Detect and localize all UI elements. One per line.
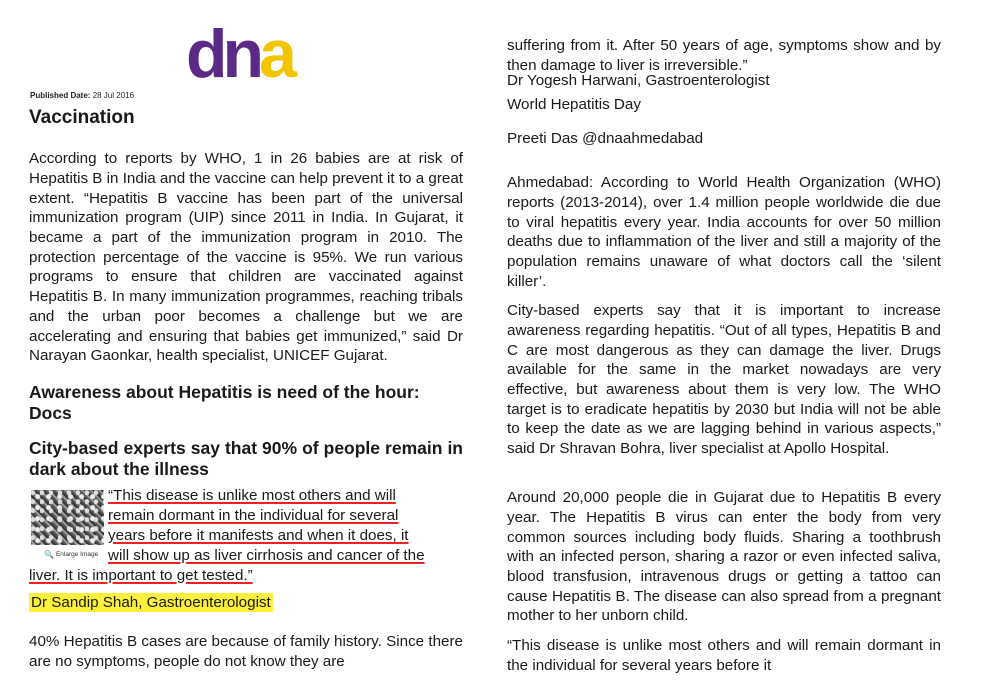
published-date-value: 28 Jul 2016 — [92, 91, 135, 100]
quote-line: years before it manifests and when it does, it — [108, 527, 409, 544]
quote-line: remain dormant in the individual for several — [108, 507, 399, 524]
magnify-icon: 🔍 — [44, 550, 54, 559]
left-paragraph-last: 40% Hepatitis B cases are because of family history. Since there are no symptoms, people do not know they are — [29, 633, 463, 670]
pull-quote — [108, 486, 464, 566]
left-paragraph-1: According to reports by WHO, 1 in 26 babies are at risk of Hepatitis B in India and the vaccine can help prevent it to a great extent. “Hepatitis B vaccine has been part of the universal immunization program (UIP) since 2011 in India. In Gujarat, it became a part of the immunization program in 2010. The protection percentage of the vaccine is 95%. We run various programs to ensure that children are vaccinated against Hepatitis B. In many immunization programmes, reaching tribals and the urban poor becomes a challenge but we are accelerating and ensuring that babies get immunized,” said Dr Narayan Gaonkar, health specialist, UNICEF Gujarat. — [29, 150, 463, 365]
right-paragraph-1: Ahmedabad: According to World Health Organization (WHO) reports (2013-2014), over 1.4 million people worldwide die due to viral hepatitis every year. India accounts for over 50 million deaths due to inflammation of the liver and still a majority of the population remains unaware of what doctors call the ‘silent killer’. — [507, 174, 941, 290]
quote-line: will show up as liver cirrhosis and cancer of the — [108, 547, 425, 564]
subheading-awareness: Awareness about Hepatitis is need of the hour: Docs — [29, 382, 420, 423]
right-paragraph-2: City-based experts say that it is important to increase awareness regarding hepatitis. “Out of all types, Hepatitis B and C are most dangerous as they can damage the liver. Drugs available for the same in the market nowadays are very effective, but awareness about them is very low. The WHO target is to eradicate hepatitis by 2030 but India will not be able to keep the date as we are lagging behind in various aspects,” said Dr Shravan Bohra, liver specialist at Apollo Hospital. — [507, 302, 941, 458]
quote-line: “This disease is unlike most others and will — [108, 487, 396, 504]
dna-logo — [186, 22, 308, 84]
logo-letter-n: n — [222, 22, 260, 84]
logo-letter-a: a — [259, 22, 292, 84]
published-date-label: Published Date: — [30, 91, 91, 100]
article-thumbnail-image[interactable] — [31, 490, 104, 545]
enlarge-image-label: Enlarge Image — [55, 551, 99, 558]
highlighted-attribution: Dr Sandip Shah, Gastroenterologist — [31, 594, 271, 611]
subheading-city-experts: City-based experts say that 90% of people remain in dark about the illness — [29, 438, 463, 479]
byline-event: World Hepatitis Day — [507, 96, 641, 113]
right-paragraph-top: suffering from it. After 50 years of age, symptoms show and by then damage to liver is irreversible.” — [507, 37, 941, 74]
byline-doctor: Dr Yogesh Harwani, Gastroenterologist — [507, 72, 770, 89]
right-paragraph-3: Around 20,000 people die in Gujarat due to Hepatitis B every year. The Hepatitis B virus can enter the body from very common sources including body fluids. Sharing a toothbrush with an infected person, sharing a razor or even infected saliva, blood transfusion, intravenous drugs or getting a tattoo can cause Hepatitis B. The disease can also spread from a pregnant mother to her unborn child. — [507, 489, 941, 625]
svg-text:dna — [186, 22, 298, 84]
heading-vaccination: Vaccination — [29, 107, 135, 128]
quote-last-line: liver. It is important to get tested.” — [29, 567, 253, 584]
right-paragraph-4: “This disease is unlike most others and will remain dormant in the individual for several years before it — [507, 637, 941, 674]
author-credit: Preeti Das @dnaahmedabad — [507, 130, 704, 147]
logo-letter-d: d — [186, 22, 223, 84]
published-date — [30, 91, 134, 100]
enlarge-image-link[interactable] — [44, 550, 98, 559]
